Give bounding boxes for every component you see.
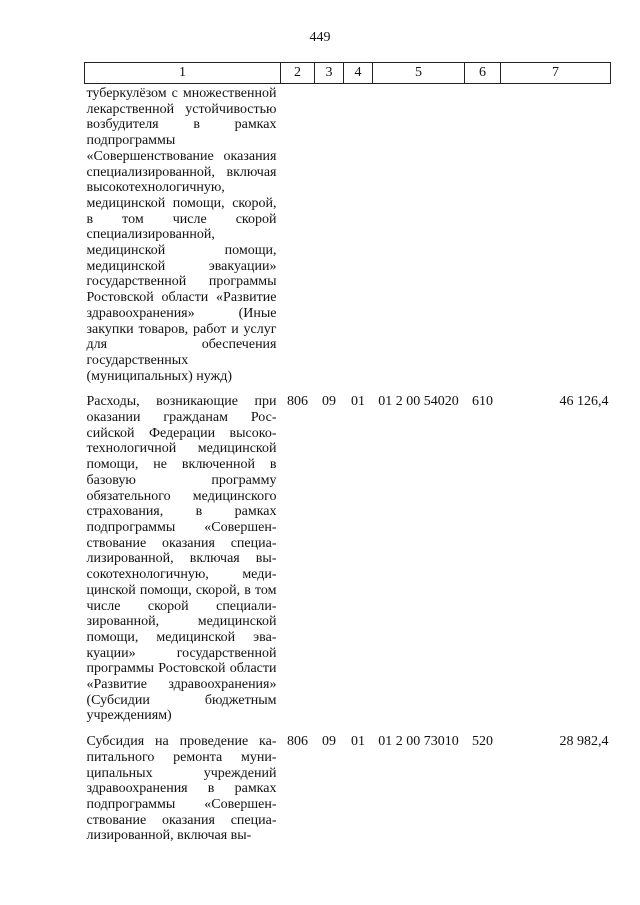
row-amount: 46 126,4 xyxy=(559,394,609,410)
row-subsection-code xyxy=(344,84,373,385)
row-ministry-code: 806 xyxy=(287,734,308,750)
row-target-article: 01 2 00 54020 xyxy=(378,394,459,410)
column-header-3: 3 xyxy=(315,63,344,84)
row-description: Расходы, возникающие при оказании гражданам Российской Федерации высокотехнологичной медицинской помощи, не включенной в базовую программу обязательного медицинского страхования, в рамках подпрограммы «Совершенствование оказания специализированной, включая высокотехнологичную, медицинской помощи, скорой, в том числе скорой специализированной, медицинской помощи, медицинской эвакуации» государственной программы Ростовской области «Развитие здравоохранения» (Субсидии бюджетным учреждениям) xyxy=(86,394,277,724)
table-row xyxy=(85,724,611,844)
column-header-2: 2 xyxy=(281,63,315,84)
row-subsection-code: 01 xyxy=(351,734,365,750)
table-header xyxy=(85,63,611,84)
page-number: 449 xyxy=(309,30,331,45)
table-row xyxy=(85,384,611,724)
row-description: туберкулёзом с множественной лекарственной устойчивостью возбудителя в рамках подпрограммы «Совершенствование оказания специализированной, включая высокотехнологичную, медицинской помощи, скорой, в том числе скорой специализированной, медицинской помощи, медицинской эвакуации» государственной программы Ростовской области «Развитие здравоохранения» (Иные закупки товаров, работ и услуг для обеспечения государственных (муниципальных) нужд) xyxy=(86,86,277,384)
row-amount xyxy=(501,84,611,385)
row-ministry-code xyxy=(281,84,315,385)
row-description: Субсидия на проведение капитального ремонта муниципальных учреждений здравоохранения в рамках подпрограммы «Совершенствование оказания специализированной, включая вы- xyxy=(86,734,277,844)
column-header-5: 5 xyxy=(373,63,465,84)
row-expense-type: 610 xyxy=(472,394,493,410)
row-section-code xyxy=(315,84,344,385)
table-row xyxy=(85,84,611,385)
row-target-article xyxy=(373,84,465,385)
header-row xyxy=(85,63,611,84)
row-subsection-code: 01 xyxy=(351,394,365,410)
budget-table xyxy=(84,62,611,844)
row-ministry-code: 806 xyxy=(287,394,308,410)
table-body xyxy=(85,84,611,845)
column-header-4: 4 xyxy=(344,63,373,84)
column-header-7: 7 xyxy=(501,63,611,84)
row-section-code: 09 xyxy=(322,734,336,750)
row-amount: 28 982,4 xyxy=(559,734,609,750)
row-expense-type: 520 xyxy=(472,734,493,750)
row-section-code: 09 xyxy=(322,394,336,410)
column-header-6: 6 xyxy=(465,63,501,84)
row-expense-type xyxy=(465,84,501,385)
row-target-article: 01 2 00 73010 xyxy=(378,734,459,750)
column-header-1: 1 xyxy=(85,63,281,84)
